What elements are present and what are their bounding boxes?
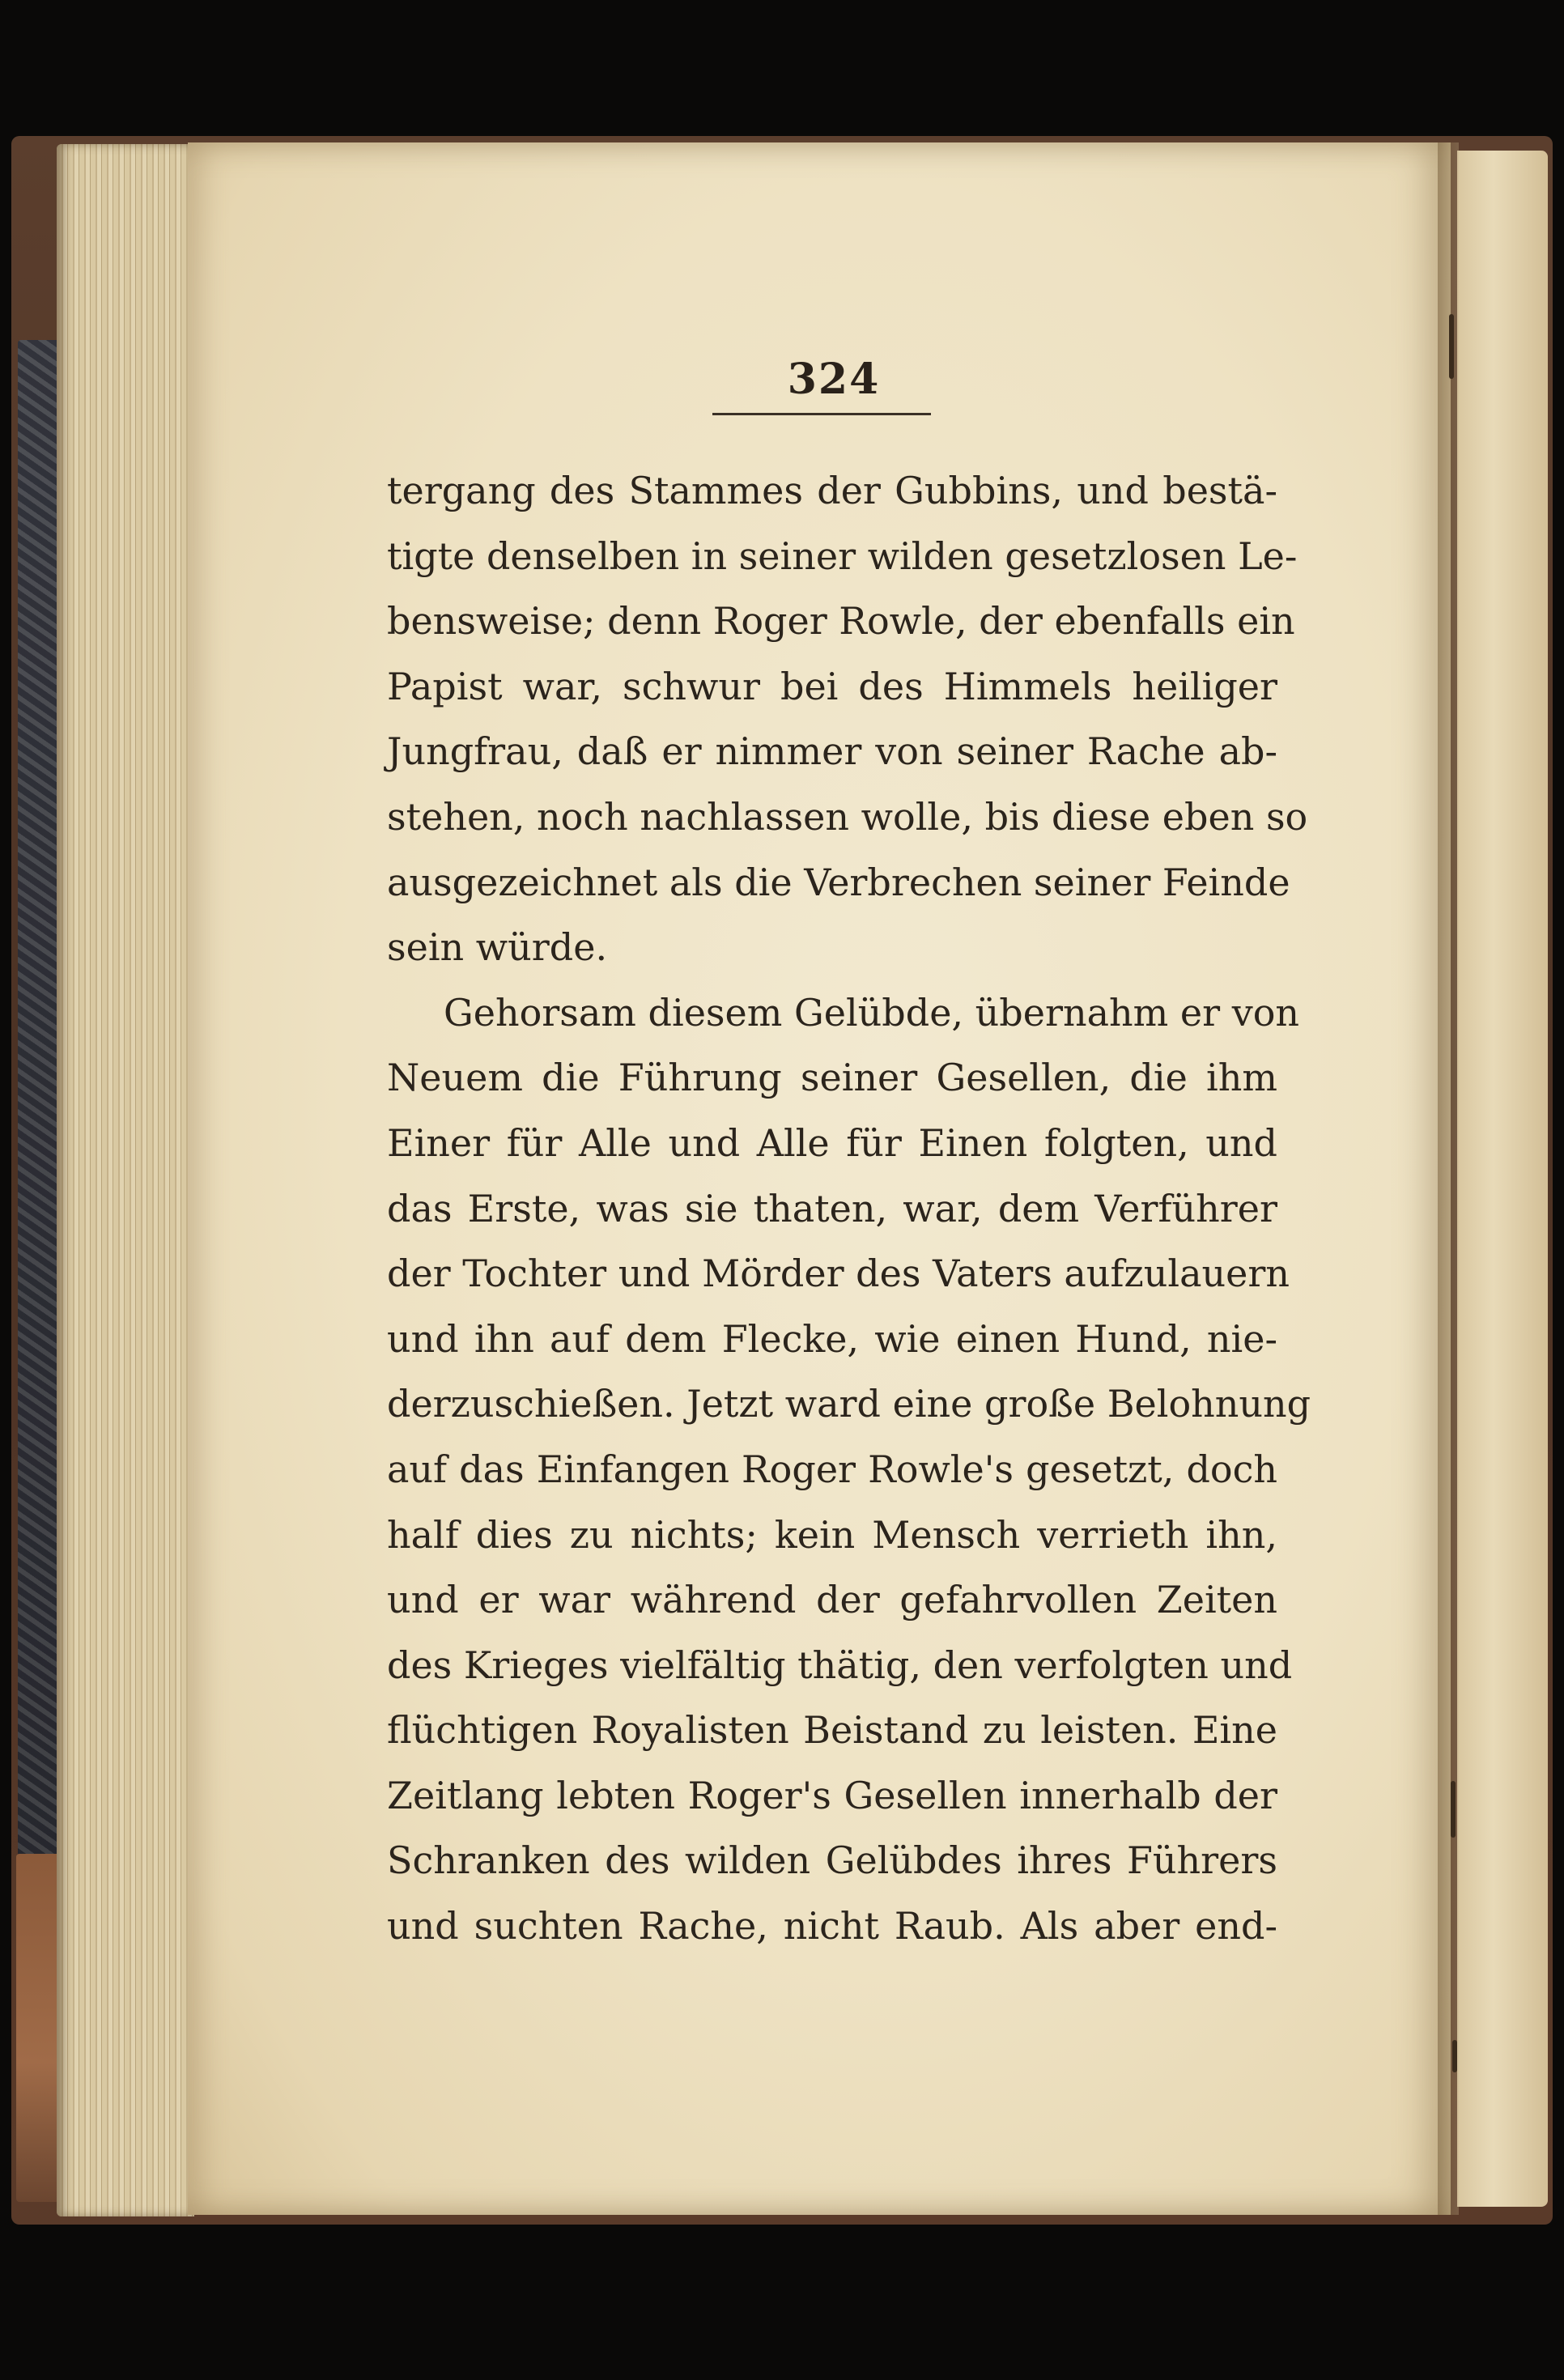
text-line: des Krieges vielfältig thätig, den verfolgten und <box>387 1643 1293 1687</box>
page-gutter <box>1438 142 1459 2215</box>
text-line: bensweise; denn Roger Rowle, der ebenfalls ein <box>387 599 1295 644</box>
text-line: ausgezeichnet als die Verbrechen seiner Feinde <box>387 860 1290 904</box>
text-line: stehen, noch nachlassen wolle, bis diese eben so <box>387 794 1308 839</box>
text-line: flüchtigen Royalisten Beistand zu leisten. Eine <box>387 1708 1277 1753</box>
text-line: der Tochter und Mörder des Vaters aufzulauern <box>387 1252 1290 1296</box>
text-line: Neuem die Führung seiner Gesellen, die ihm <box>387 1056 1277 1100</box>
header-rule <box>712 413 931 415</box>
text-line: Einer für Alle und Alle für Einen folgten, und <box>387 1120 1277 1165</box>
text-line: und suchten Rache, nicht Raub. Als aber end- <box>387 1904 1277 1949</box>
text-line: und ihn auf dem Flecke, wie einen Hund, nie- <box>387 1316 1277 1361</box>
facing-page-edge <box>1457 151 1548 2207</box>
body-text <box>387 458 1311 1959</box>
page-edges <box>57 144 194 2216</box>
binding-thread <box>1452 2040 1457 2072</box>
text-line: tigte denselben in seiner wilden gesetzlosen Le- <box>387 533 1298 578</box>
binding-thread <box>1451 1781 1456 1838</box>
text-line: Zeitlang lebten Roger's Gesellen innerhalb der <box>387 1773 1277 1817</box>
text-line: half dies zu nichts; kein Mensch verrieth ihn, <box>387 1512 1277 1557</box>
text-line: tergang des Stammes der Gubbins, und bestä- <box>387 469 1277 512</box>
text-line: und er war während der gefahrvollen Zeiten <box>387 1578 1277 1622</box>
text-line: sein würde. <box>387 925 608 970</box>
binding-thread <box>1449 314 1454 379</box>
page-number: 324 <box>787 355 881 404</box>
text-line: Gehorsam diesem Gelübde, übernahm er von <box>444 990 1300 1035</box>
text-line: Jungfrau, daß er nimmer von seiner Rache ab- <box>387 729 1277 774</box>
text-line: auf das Einfangen Roger Rowle's gesetzt, doch <box>387 1447 1277 1491</box>
text-line: Papist war, schwur bei des Himmels heiliger <box>387 664 1277 708</box>
text-line: Schranken des wilden Gelübdes ihres Führers <box>387 1838 1277 1883</box>
text-line: derzuschießen. Jetzt ward eine große Belohnung <box>387 1382 1311 1426</box>
text-line: das Erste, was sie thaten, war, dem Verführer <box>387 1186 1277 1230</box>
marbled-cover-edge <box>18 340 60 1862</box>
